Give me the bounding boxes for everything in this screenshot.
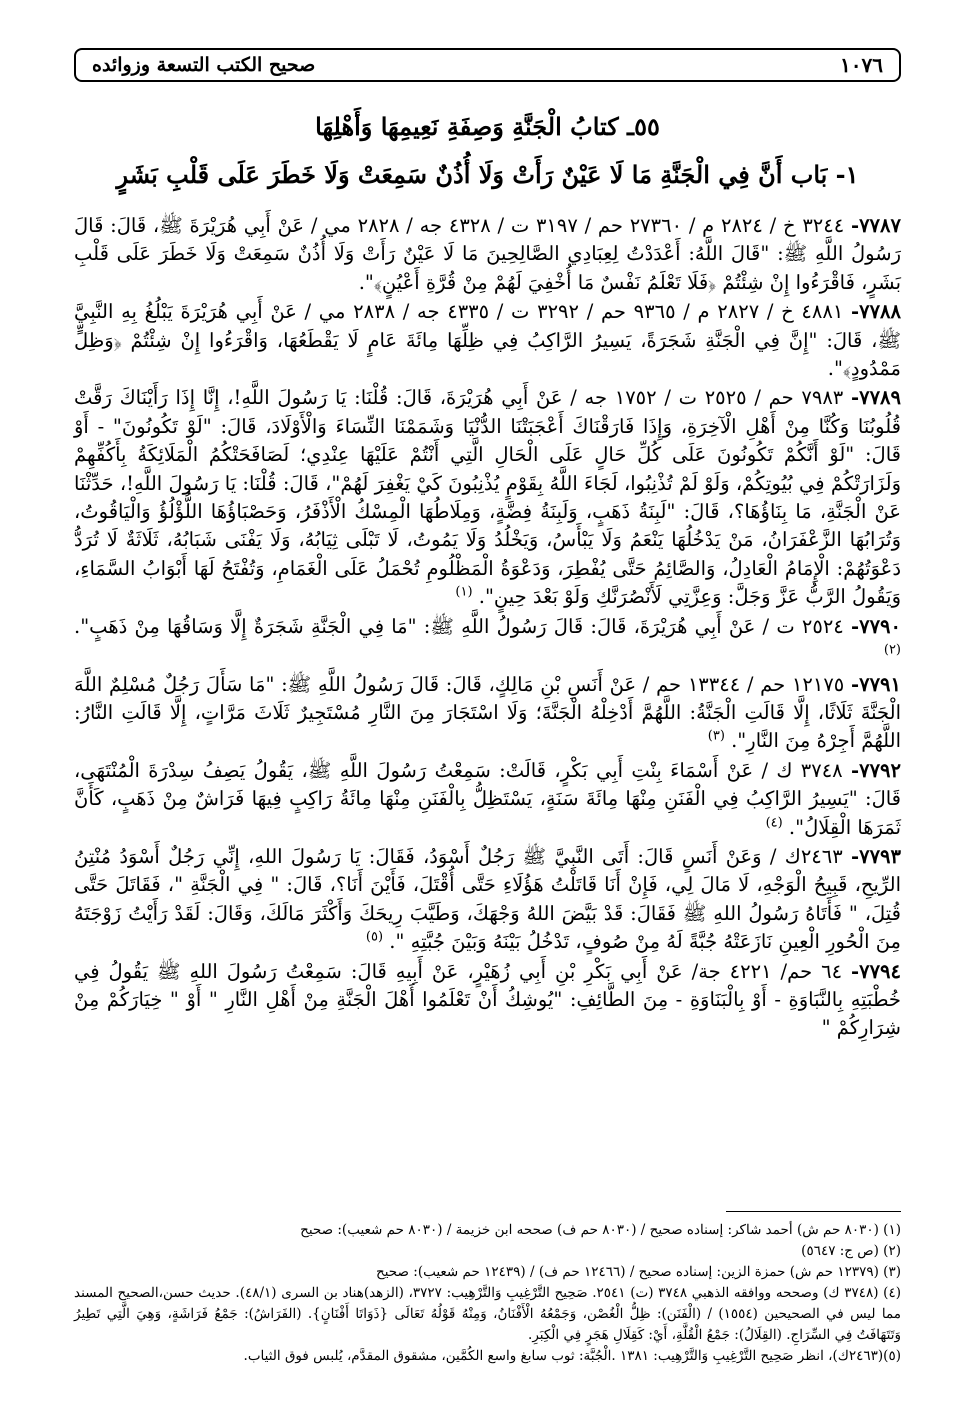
book-name: صحيح الكتب التسعة وزوائده	[92, 54, 316, 76]
hadith-number: ٧٧٩١-	[851, 672, 901, 696]
footnote-reference[interactable]: (٤)	[765, 815, 783, 831]
hadith-number: ٧٧٩٢-	[851, 758, 902, 782]
hadith-number: ٧٧٨٨-	[851, 300, 901, 324]
page-number: ١٠٧٦	[840, 53, 883, 77]
hadith-entry	[74, 958, 901, 1043]
chapter-title: ١- بَاب أَنَّ فِي الْجَنَّةِ مَا لَا عَيْنٌ رَأَتْ وَلَا أُذُنٌ سَمِعَتْ وَلَا خَطَرَ عَلَى قَلْبِ بَشَرٍ	[116, 160, 859, 189]
footnote-divider	[726, 1211, 901, 1212]
footnotes	[74, 1220, 901, 1367]
hadith-number: ٧٧٩٤-	[851, 959, 902, 983]
footnote: (٤) (٣٧٤٨ ك) وصححه ووافقه الذهبي ٣٧٤٨ (ت) ٢٥٤١. صَحِيح التَّرْغِيبِ وَالتَّرْهِيب: ٣٧٢٧، (الزهد)هناد بن السرى (٤٨/١). حديث حسن،الصحيح المسند مما ليس في الصحيحين (١٥٥٤) / (الْفَنَن): ظِلُّ الْغُصْن، وَجَمْعُهُ الْأَفْنَانُ، وَمِنْهُ قَوْلُهُ تَعَالَى {ذَوَاتَا أَفْنَانٍ}. (الفَرَاشُ): جَمْعُ فَرَاشَةٍ، وَهِيَ الَّتِي تَطِيرُ وَتَتَهَافَتُ فِي السِّرَاجِ. (القِلَالُ): جَمْعُ الْقُلَّةِ، أَيْ: كَقِلَالِ هَجَرٍ فِي الْكِبَرِ.	[74, 1285, 901, 1343]
footnote: (٣) (١٢٣٧٩ حم ش) حمزة الزين: إسناده صحيح / (١٢٤٦٦ حم ف) / (١٢٤٣٩ حم شعيب): صحيح	[376, 1264, 901, 1280]
hadith-number: ٧٧٩٣-	[851, 844, 901, 868]
hadith-entry	[74, 757, 901, 842]
running-header	[74, 48, 901, 82]
hadith-text: ٦٤ حم/ ٤٢٢١ جة/ عَنْ أَبِي بَكْرِ بْنِ أَبِي زُهَيْرٍ، عَنْ أَبِيهِ قَالَ: سَمِعْتُ رَسُولَ اللهِ ﷺ يَقُولُ فِي خُطْبَتِهِ بِالنَّبَاوَةِ - أَوْ بِالْبَنَاوَةِ - مِنَ الطَّائِفِ: "يُوشِكُ أَنْ تَعْلَمُوا أَهْلَ الْجَنَّةِ مِنْ أَهْلِ النَّارِ " أَوْ " خِيَارَكُمْ مِنْ شِرَارِكُمْ "	[74, 959, 901, 1040]
hadith-text: ٣٢٤٤ خ / ٢٨٢٤ م / ٢٧٣٦٠ حم / ٣١٩٧ ت / ٤٣٢٨ جه / ٢٨٢٨ مي / عَنْ أَبِي هُرَيْرَةَ ﷺ، قَالَ: قَالَ رَسُولُ اللَّهِ ﷺ: "قَالَ اللَّهُ: أَعْدَدْتُ لِعِبَادِي الصَّالِحِينَ مَا لَا عَيْنٌ رَأَتْ وَلَا أُذُنٌ سَمِعَتْ وَلَا خَطَرَ عَلَى قَلْبِ بَشَرٍ، فَاقْرَءُوا إِنْ شِئْتُمْ ﴿فَلَا تَعْلَمُ نَفْسٌ مَا أُخْفِيَ لَهُمْ مِنْ قُرَّةِ أَعْيُنٍ﴾".	[74, 214, 901, 294]
hadith-text: ١٢١٧٥ حم / ١٣٣٤٤ حم / عَنْ أَنَسِ بْنِ مَالِكٍ، قَالَ: قَالَ رَسُولُ اللَّهِ ﷺ: "مَا سَأَلَ رَجُلٌ مُسْلِمٌ اللَّهَ الْجَنَّةَ ثَلَاثًا، إِلَّا قَالَتِ الْجَنَّةُ: اللَّهُمَّ أَدْخِلْهُ الْجَنَّةَ؛ وَلَا اسْتَجَارَ مِنَ النَّارِ مُسْتَجِيرٌ ثَلَاثَ مَرَّاتٍ، إِلَّا قَالَتِ النَّارُ: اللَّهُمَّ أَجِرْهُ مِنَ النَّارِ".	[74, 672, 901, 753]
hadith-entry	[74, 212, 901, 297]
footnote-reference[interactable]: (٢)	[883, 642, 901, 658]
hadith-text: ٣٧٤٨ ك / عَنْ أَسْمَاءَ بِنْتِ أَبِي بَكْرٍ، قَالَتْ: سَمِعْتُ رَسُولَ اللَّهِ ﷺ، يَقُولُ يَصِفُ سِدْرَةَ الْمُنْتَهَى، قَالَ: "يَسِيرُ الرَّاكِبُ فِي الْفَنَنِ مِنْهَا مِائَةَ سَنَةٍ، يَسْتَظِلُّ بِالْفَنَنِ مِنْهَا مِائَةُ رَاكِبٍ فِيهَا فَرَاشٌ مِنْ ذَهَبٍ، كَأَنَّ ثَمَرَهَا الْقِلَالُ".	[74, 758, 901, 839]
footnote: (١) (٨٠٣٠ حم ش) أحمد شاكر: إسناده صحيح / (٨٠٣٠ حم ف) صححه ابن خزيمة / (٨٠٣٠ حم شعيب): صحيح	[300, 1222, 901, 1238]
hadith-entry	[74, 384, 901, 611]
footnote-reference[interactable]: (١)	[455, 584, 473, 600]
footnote: (٢) (ص ج: ٥٦٤٧)	[801, 1243, 901, 1259]
hadith-entry	[74, 613, 901, 670]
hadith-text: ٤٨٨١ خ / ٢٨٢٧ م / ٩٣٦٥ حم / ٣٢٩٢ ت / ٤٣٣٥ جه / ٢٨٣٨ مي / عَنْ أَبِي هُرَيْرَةَ يَبْلُغُ بِهِ النَّبِيَّ ﷺ، قَالَ: "إِنَّ فِي الْجَنَّةِ شَجَرَةً، يَسِيرُ الرَّاكِبُ فِي ظِلِّهَا مِائَةَ عَامٍ لَا يَقْطَعُهَا، وَاقْرَءُوا إِنْ شِئْتُمْ ﴿وَظِلٍّ مَمْدُودٍ﴾".	[74, 300, 901, 381]
hadith-entry	[74, 671, 901, 756]
hadith-text: ٧٩٨٣ حم / ٢٥٢٥ ت / ١٧٥٢ جه / عَنْ أَبِي هُرَيْرَةَ، قَالَ: قُلْنَا: يَا رَسُولَ اللَّهِ!، إِنَّا إِذَا رَأَيْنَاكَ رَقَّتْ قُلُوبُنَا وَكُنَّا مِنْ أَهْلِ الْآخِرَةِ، وَإِذَا فَارَقْنَاكَ أَعْجَبَتْنَا الدُّنْيَا وَشَمَمْنَا النِّسَاءَ وَالْأَوْلَادَ، قَالَ: "لَوْ تَكُونُونَ" - أَوْ قَالَ: "لَوْ أَنَّكُمْ تَكُونُونَ عَلَى كُلِّ حَالٍ عَلَى الْحَالِ الَّتِي أَنْتُمْ عَلَيْهَا عِنْدِي؛ لَصَافَحَتْكُمُ الْمَلَائِكَةُ بِأَكُفِّهِمْ وَلَزَارَتْكُمْ فِي بُيُوتِكُمْ، وَلَوْ لَمْ تُذْنِبُوا، لَجَاءَ اللَّهُ بِقَوْمٍ يُذْنِبُونَ كَيْ يَغْفِرَ لَهُمْ"، قَالَ: قُلْنَا: يَا رَسُولَ اللَّهِ!، حَدِّثْنَا عَنْ الْجَنَّةِ، مَا بِنَاؤُهَا؟، قَالَ: "لَبِنَةُ ذَهَبٍ، وَلَبِنَةُ فِضَّةٍ، وَمِلَاطُهَا الْمِسْكُ الْأَذْفَرُ، وَحَصْبَاؤُهَا اللُّؤْلُؤُ وَالْيَاقُوتُ، وَتُرَابُهَا الزَّعْفَرَانُ، مَنْ يَدْخُلُهَا يَنْعَمُ وَلَا يَبْأَسُ، وَيَخْلُدُ وَلَا يَمُوتُ، لَا تَبْلَى ثِيَابُهُ، وَلَا يَفْنَى شَبَابُهُ، ثَلَاثَةٌ لَا تُرَدُّ دَعْوَتُهُمْ: الْإِمَامُ الْعَادِلُ، وَالصَّائِمُ حَتَّى يُفْطِرَ، وَدَعْوَةُ الْمَظْلُومِ تُحْمَلُ عَلَى الْغَمَامِ، وَتُفْتَحُ لَهَا أَبْوَابُ السَّمَاءِ، وَيَقُولُ الرَّبُّ عَزَّ وَجَلَّ: وَعِزَّتِي لَأَنْصُرَنَّكِ وَلَوْ بَعْدَ حِينٍ".	[74, 386, 901, 609]
hadith-number: ٧٧٨٩-	[851, 386, 901, 410]
hadith-entry	[74, 843, 901, 957]
hadith-body	[74, 212, 901, 1044]
hadith-entry	[74, 298, 901, 383]
hadith-number: ٧٧٨٧-	[850, 214, 901, 237]
footnote-reference[interactable]: (٣)	[707, 728, 725, 744]
footnote-reference[interactable]: (٥)	[365, 929, 384, 945]
book-title: ٥٥ـ كتابُ الْجَنَّةِ وَصِفَةِ نَعِيمِهَا وَأَهْلِهَا	[315, 112, 660, 141]
hadith-number: ٧٧٩٠-	[851, 614, 901, 638]
footnote: (٥)(٢٤٦٣ك)، انظر صَحِيح التَّرْغِيبِ وَالتَّرْهِيب: ١٣٨١ .الْجُبَّة: ثوب سابغ واسع الكُمَّين، مشقوق المقدَّم، يُلبس فوق الثياب.	[243, 1348, 901, 1364]
hadith-text: ٢٤٦٣ك / وَعَنْ أَنَسٍ قَالَ: أَتَى النَّبِيَّ ﷺ رَجُلٌ أَسْوَدُ، فَقَالَ: يَا رَسُولَ اللهِ، إِنِّي رَجُلٌ أَسْوَدُ مُنْتِنُ الرِّيحِ، قَبِيحُ الْوَجْهِ، لَا مَالَ لِي، فَإِنْ أَنَا قَاتَلْتُ هَؤُلَاءِ حَتَّى أُقْتَلَ، فَأَيْنَ أَنَا؟، قَالَ: " فِي الْجَنَّةِ "، فَقَاتَلَ حَتَّى قُتِلَ، " فَأَتَاهُ رَسُولُ اللهِ ﷺ فَقَالَ: قَدْ بَيَّضَ اللهُ وَجْهَكَ، وَطَيَّبَ رِيحَكَ وَأَكْثَرَ مَالَكَ، وَقَالَ: لَقَدْ رَأَيْتُ زَوْجَتَهُ مِنَ الْحُورِ الْعِينِ نَازَعَتْهُ جُبَّةً لَهُ مِنْ صُوفٍ، تَدْخُلُ بَيْنَهُ وَبَيْنَ جُبَّتِهِ ".	[74, 844, 901, 954]
hadith-text: ٢٥٢٤ ت / عَنْ أَبِي هُرَيْرَةَ، قَالَ: قَالَ رَسُولُ اللَّهِ ﷺ: "مَا فِي الْجَنَّةِ شَجَرَةٌ إِلَّا وَسَاقُهَا مِنْ ذَهَبٍ".	[74, 614, 844, 638]
